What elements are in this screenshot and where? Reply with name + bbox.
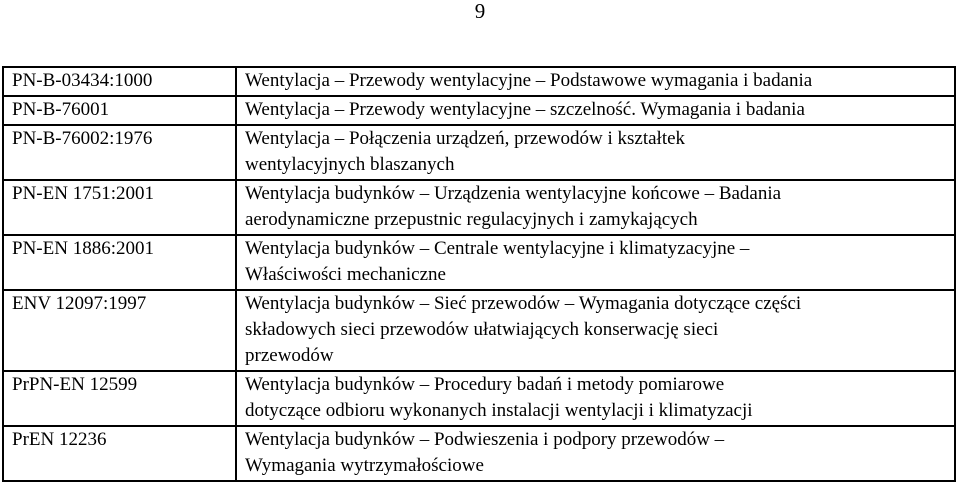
description-line: Właściwości mechaniczne	[245, 264, 446, 285]
standard-description	[236, 96, 955, 125]
description-line: Wentylacja – Połączenia urządzeń, przewodów i kształtek	[245, 128, 686, 149]
description-line: Wentylacja – Przewody wentylacyjne – szczelność. Wymagania i badania	[245, 99, 805, 120]
standard-description	[236, 180, 955, 235]
standard-code: PN-EN 1751:2001	[3, 180, 236, 235]
standard-code: ENV 12097:1997	[3, 290, 236, 371]
standard-description	[236, 125, 955, 180]
description-line: Wentylacja budynków – Procedury badań i metody pomiarowe	[245, 374, 725, 395]
table-row	[3, 96, 955, 125]
description-line: dotyczące odbioru wykonanych instalacji wentylacji i klimatyzacji	[245, 400, 753, 421]
description-line: przewodów	[245, 345, 334, 366]
description-line: Wentylacja budynków – Urządzenia wentylacyjne końcowe – Badania	[245, 183, 782, 204]
standard-code: PN-B-76001	[3, 96, 236, 125]
standards-table-body	[3, 67, 955, 481]
page-number: 9	[474, 0, 486, 23]
standard-code: PN-B-03434:1000	[3, 67, 236, 96]
standard-description	[236, 290, 955, 371]
standard-code: PN-EN 1886:2001	[3, 235, 236, 290]
table-row	[3, 235, 955, 290]
description-line: Wentylacja – Przewody wentylacyjne – Podstawowe wymagania i badania	[245, 70, 813, 91]
description-line: Wymagania wytrzymałościowe	[245, 455, 484, 476]
description-line: Wentylacja budynków – Podwieszenia i podpory przewodów –	[245, 429, 725, 450]
description-line: aerodynamiczne przepustnic regulacyjnych i zamykających	[245, 209, 698, 230]
standard-description	[236, 426, 955, 481]
standard-description	[236, 67, 955, 96]
standard-code: PrEN 12236	[3, 426, 236, 481]
description-line: Wentylacja budynków – Centrale wentylacyjne i klimatyzacyjne –	[245, 238, 750, 259]
standard-description	[236, 235, 955, 290]
description-line: składowych sieci przewodów ułatwiających konserwację sieci	[245, 319, 719, 340]
standard-description	[236, 371, 955, 426]
table-row	[3, 426, 955, 481]
table-row	[3, 371, 955, 426]
standards-table	[2, 66, 956, 482]
description-line: Wentylacja budynków – Sieć przewodów – Wymagania dotyczące części	[245, 293, 802, 314]
table-row	[3, 180, 955, 235]
standard-code: PrPN-EN 12599	[3, 371, 236, 426]
table-row	[3, 67, 955, 96]
description-line: wentylacyjnych blaszanych	[245, 154, 455, 175]
table-row	[3, 290, 955, 371]
standard-code: PN-B-76002:1976	[3, 125, 236, 180]
table-row	[3, 125, 955, 180]
